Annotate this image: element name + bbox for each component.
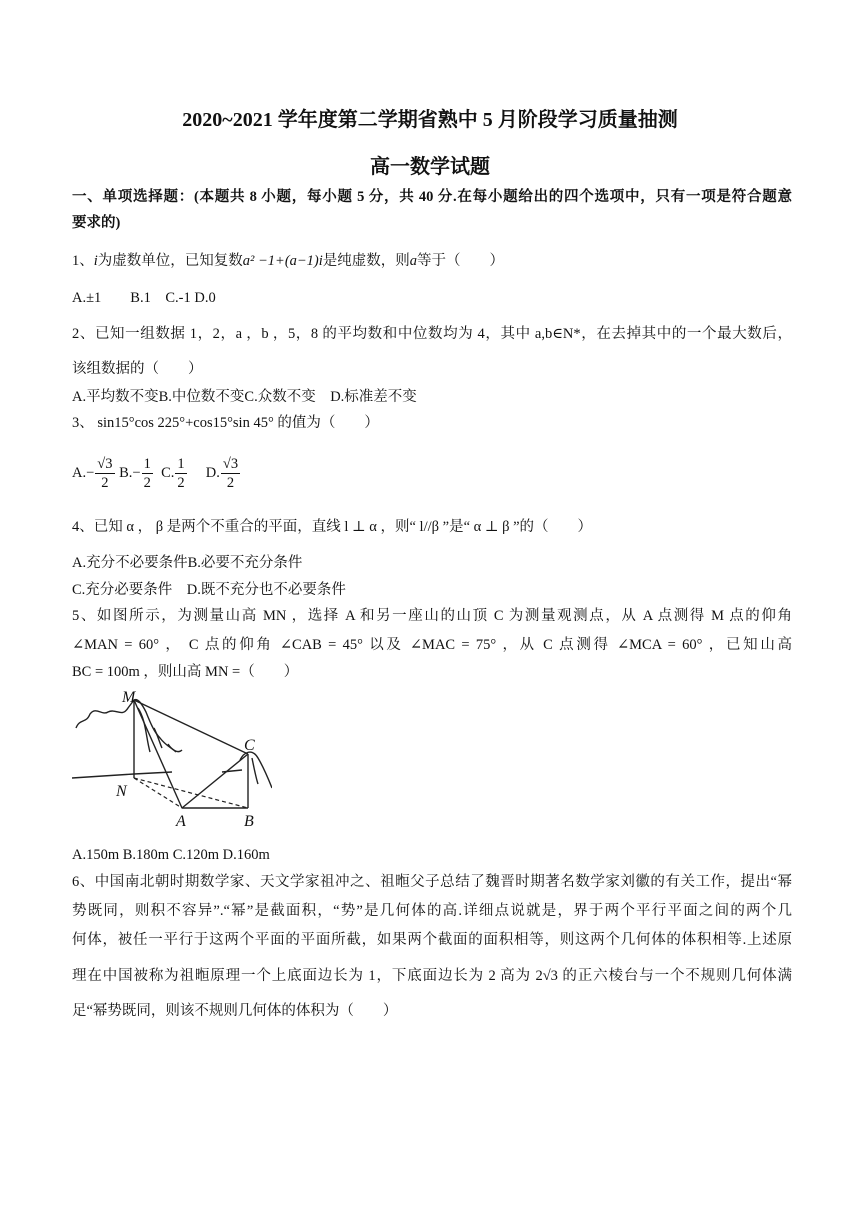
fraction-a-den: 2: [101, 475, 109, 492]
horizon-right: [222, 770, 242, 772]
complex-expression: a² −1+(a−1)i: [242, 253, 323, 269]
question-5-options: A.150m B.180m C.120m D.160m: [72, 847, 270, 863]
option-d-label: D.: [205, 465, 220, 481]
question-1-text-a: 为虚数单位，已知复数: [97, 253, 243, 269]
question-1-text-b: 是纯虚数，则: [322, 253, 410, 269]
question-2-line1: 2、已知一组数据 1，2，a ，b ，5，8 的平均数和中位数均为 4，其中 a,b∈N*，在去掉其中的一个最大数后，: [72, 326, 792, 342]
fraction-b-num: 1: [143, 456, 151, 473]
question-5-line2: ∠MAN = 60° ， C 点的仰角 ∠CAB = 45° 以及 ∠MAC = 75° ，从 C 点测得 ∠MCA = 60° ，已知山高: [72, 637, 792, 653]
fraction-b: [142, 455, 153, 492]
segment-ma: [134, 700, 182, 808]
question-4-options-line1: A.充分不必要条件B.必要不充分条件: [72, 555, 303, 571]
question-5-line1: 5、如图所示，为测量山高 MN ，选择 A 和另一座山的山顶 C 为测量观测点，从 A 点测得 M 点的仰角: [72, 608, 792, 624]
label-a: A: [176, 813, 186, 830]
fraction-a: [95, 455, 114, 492]
section-heading-line2: 要求的): [72, 215, 121, 231]
question-6-line3: 何体，被任一平行于这两个平面的平面所截，如果两个截面的面积相等，则这两个几何体的体积相等.上述原: [72, 932, 792, 948]
label-b: B: [244, 813, 254, 830]
fraction-b-den: 2: [143, 475, 151, 492]
fraction-d-den: 2: [226, 475, 235, 492]
question-5-line3: BC = 100m ，则山高 MN =（ ）: [72, 664, 299, 680]
question-1: [72, 251, 792, 271]
fraction-c-num: 1: [177, 456, 185, 473]
question-1-options: A.±1 B.1 C.-1 D.0: [72, 290, 216, 306]
question-4-options-line2: C.充分必要条件 D.既不充分也不必要条件: [72, 582, 346, 598]
horizon-left: [72, 774, 134, 778]
question-6-line2: 势既同，则积不容异”.“幂”是截面积，“势”是几何体的高.详细点说就是，界于两个平行平面之间的两个几: [72, 903, 792, 919]
question-6-line4: 理在中国被称为祖暅原理一个上底面边长为 1，下底面边长为 2 高为 2√3 的正六棱台与一个不规则几何体满: [72, 968, 792, 984]
question-1-number: 1、: [72, 253, 94, 269]
fraction-a-num: √3: [97, 456, 113, 473]
segment-mc: [134, 700, 248, 754]
label-c: C: [244, 737, 255, 754]
right-mountain-detail: [252, 758, 258, 784]
exam-subtitle: 高一数学试题: [370, 156, 490, 178]
imaginary-unit: i: [93, 253, 98, 269]
question-3: 3、 sin15°cos 225°+cos15°sin 45° 的值为（ ）: [72, 415, 379, 431]
question-2-options: A.平均数不变B.中位数不变C.众数不变 D.标准差不变: [72, 389, 417, 405]
mountain-survey-figure: [72, 688, 272, 830]
section-heading-line1: 一、单项选择题：(本题共 8 小题，每小题 5 分，共 40 分.在每小题给出的四个选项中，只有一项是符合题意: [72, 189, 792, 205]
segment-nb-dashed: [134, 778, 248, 808]
fraction-d: [221, 455, 240, 492]
fraction-c-den: 2: [177, 475, 185, 492]
question-4: 4、已知 α ， β 是两个不重合的平面，直线 l ⊥ α ，则“ l//β ”是“ α ⊥ β ”的（ ）: [72, 519, 593, 535]
question-2-line2: 该组数据的（ ）: [72, 361, 203, 377]
question-6-line5: 足“幂势既同，则该不规则几何体的体积为（ ）: [72, 1003, 398, 1019]
variable-a: a: [409, 253, 418, 269]
question-1-text-c: 等于（ ）: [417, 253, 505, 269]
fraction-d-num: √3: [222, 456, 239, 473]
exam-title: 2020~2021 学年度第二学期省熟中 5 月阶段学习质量抽测: [182, 109, 678, 131]
option-c-label: C.: [161, 465, 175, 481]
label-m: M: [122, 689, 136, 706]
question-3-options: [72, 448, 792, 498]
left-mountain-detail: [138, 708, 182, 752]
option-a-label: A.−: [72, 465, 95, 481]
option-b-label: B.−: [119, 465, 141, 481]
label-n: N: [116, 783, 127, 800]
question-6-line1: 6、中国南北朝时期数学家、天文学家祖冲之、祖暅父子总结了魏晋时期著名数学家刘徽的有关工作，提出“幂: [72, 874, 792, 890]
segment-ac: [182, 754, 248, 808]
fraction-c: [175, 455, 186, 492]
